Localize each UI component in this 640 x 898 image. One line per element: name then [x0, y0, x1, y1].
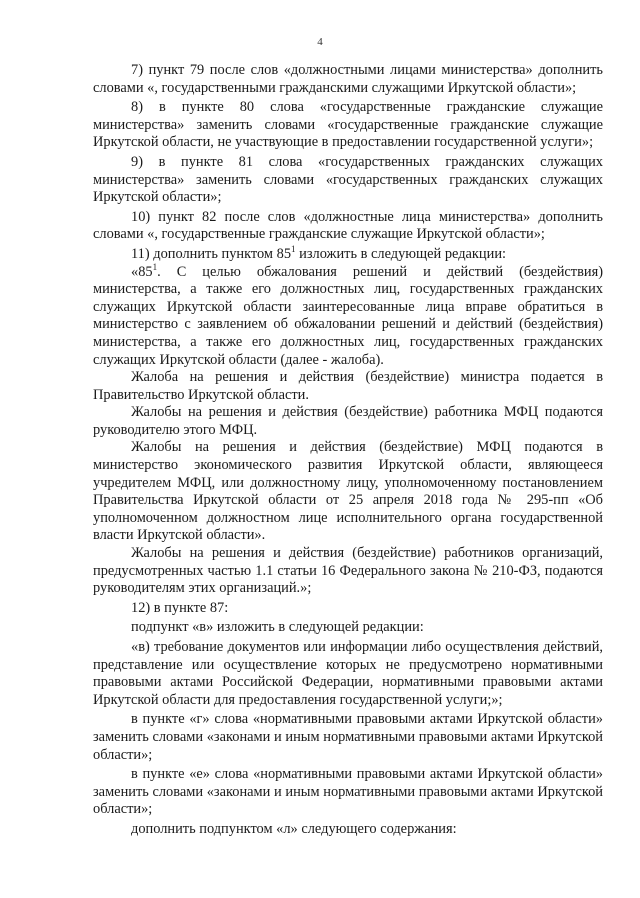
superscript: 1: [152, 261, 158, 272]
paragraph-text: изложить в следующей редакции:: [295, 245, 507, 262]
paragraph-item-9: 9) в пункте 81 слова «государственных гражданских служащих министерства» заменить словами «государственных гражданских служащих Иркутской области»;: [93, 153, 603, 206]
paragraph-item-10: 10) пункт 82 после слов «должностные лица министерства» дополнить словами «, государственные гражданские служащие Иркутской области»;: [93, 208, 603, 243]
paragraph-item-11: [93, 246, 603, 264]
page-number: 4: [317, 36, 323, 48]
paragraph-item-12: 12) в пункте 87:: [131, 599, 229, 616]
paragraph-85-1: [93, 261, 603, 370]
paragraph-subitem-l: дополнить подпунктом «л» следующего содержания:: [131, 820, 457, 837]
document-body: [93, 62, 603, 839]
superscript: 1: [291, 244, 296, 255]
paragraph-text: «85: [131, 263, 153, 280]
paragraph-complaint-organizations: Жалобы на решения и действия (бездействие) работников организаций, предусмотренных частью 1.1 статьи 16 Федерального закона № 210-ФЗ, подаются руководителям этих организаций.»;: [93, 545, 603, 597]
paragraph-complaint-minister: Жалоба на решения и действия (бездействие) министра подается в Правительство Иркутской области.: [93, 369, 603, 403]
paragraph-subitem-v: подпункт «в» изложить в следующей редакции:: [131, 619, 424, 636]
paragraph-text: . С целью обжалования решений и действий (бездействия) министерства, а также его должностных лиц, государственных гражданских служащих Иркутской области заинтересованные лица вправе обратиться в министерство с заявлением об обжаловании решений и действий (бездействия) министерства, а также его должностных лиц, государственных гражданских служащих Иркутской области (далее - жалоба).: [93, 263, 603, 368]
paragraph-subitem-v-text: «в) требование документов или информации либо осуществления действий, представление или осуществление которых не предусмотрено нормативными правовыми актами Российской Федерации, нормативными правовыми актами Иркутской области для предоставления государственной услуги;»;: [93, 639, 603, 708]
paragraph-item-8: 8) в пункте 80 слова «государственные гражданские служащие министерства» заменить словами «государственные гражданские служащие Иркутской области, не участвующие в предоставлении государственной услуги»;: [93, 99, 603, 151]
paragraph-complaint-mfc: Жалобы на решения и действия (бездействие) МФЦ подаются в министерство экономического развития Иркутской области, являющееся учредителем МФЦ, или должностному лицу, уполномоченному постановлением Правительства Иркутской области от 25 апреля 2018 года № 295-пп «Об уполномоченном должностном лице исполнительного органа государственной власти Иркутской области».: [93, 439, 603, 544]
paragraph-subitem-g: в пункте «г» слова «нормативными правовыми актами Иркутской области» заменить словами «законами и иным нормативными правовыми актами Иркутской области»;: [93, 711, 603, 763]
paragraph-text: 11) дополнить пунктом 85: [131, 245, 292, 262]
paragraph-complaint-mfc-worker: Жалобы на решения и действия (бездействие) работника МФЦ подаются руководителю этого МФЦ.: [93, 404, 603, 438]
paragraph-item-7: 7) пункт 79 после слов «должностными лицами министерства» дополнить словами «, государственными гражданскими служащими Иркутской области»;: [93, 62, 603, 96]
paragraph-subitem-e: в пункте «е» слова «нормативными правовыми актами Иркутской области» заменить словами «законами и иным нормативными правовыми актами Иркутской области»;: [93, 766, 603, 818]
